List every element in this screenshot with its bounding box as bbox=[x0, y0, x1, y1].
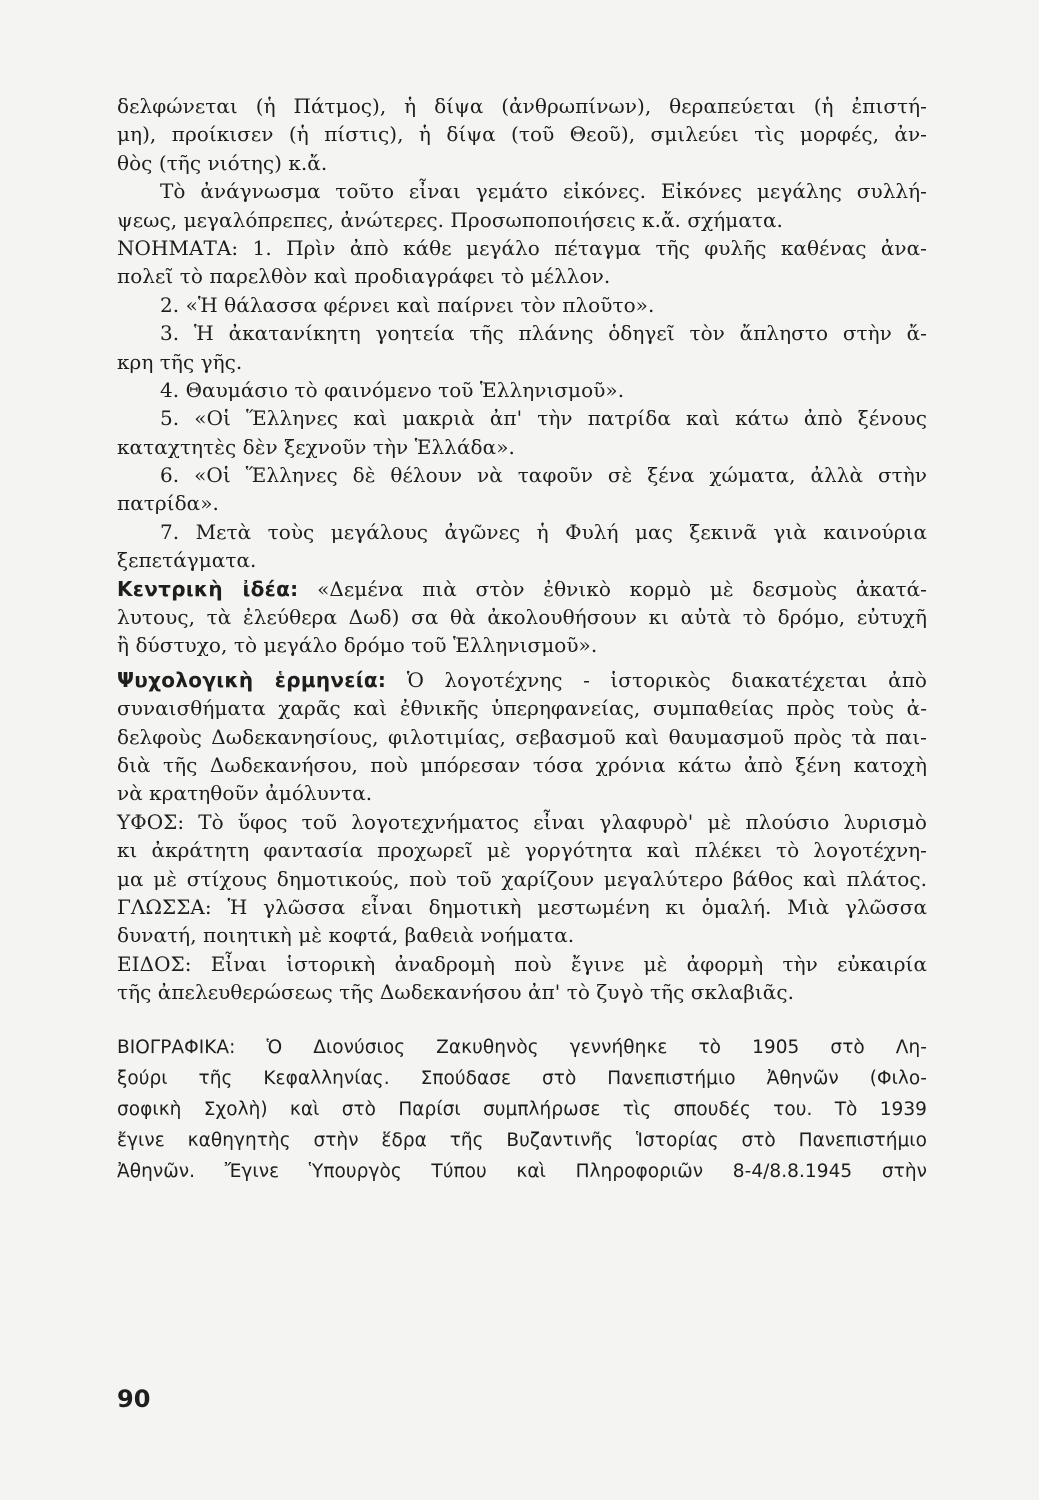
page-text bbox=[117, 92, 927, 1187]
page-number: 90 bbox=[117, 1385, 151, 1413]
text-line: μη), προίκισεν (ἡ πίστις), ἡ δίψα (τοῦ Θεοῦ), σμιλεύει τὶς μορφές, ἀν- bbox=[117, 122, 927, 147]
text-line: νὰ κρατηθοῦν ἀμόλυντα. bbox=[117, 781, 373, 806]
central-idea-label: Κεντρικὴ ἰδέα: bbox=[117, 576, 299, 601]
text-line: κρη τῆς γῆς. bbox=[117, 349, 243, 374]
text-line: 7. Μετὰ τοὺς μεγάλους ἀγῶνες ἡ Φυλή μας ξεκινᾶ γιὰ καινούρια bbox=[160, 519, 927, 544]
text-line: ξεπετάγματα. bbox=[117, 548, 257, 573]
text-line: δελφώνεται (ἡ Πάτμος), ἡ δίψα (ἀνθρωπίνων), θεραπεύεται (ἡ ἐπιστή- bbox=[117, 94, 927, 118]
text-line: διὰ τῆς Δωδεκανήσου, ποὺ μπόρεσαν τόσα χρόνια κάτω ἀπὸ ξένη κατοχὴ bbox=[117, 752, 927, 777]
text-line: δελφοὺς Δωδεκανησίους, φιλοτιμίας, σεβασμοῦ καὶ θαυμασμοῦ πρὸς τὰ παι- bbox=[117, 724, 927, 749]
text-line: Τὸ ἀνάγνωσμα τοῦτο εἶναι γεμάτο εἰκόνες. Εἰκόνες μεγάλης συλλή- bbox=[160, 179, 927, 204]
text-line: ἢ δύστυχο, τὸ μεγάλο δρόμο τοῦ Ἑλληνισμοῦ». bbox=[117, 633, 598, 658]
text-line: συναισθήματα χαρᾶς καὶ ἐθνικῆς ὑπερηφανείας, συμπαθείας πρὸς τοὺς ἀ- bbox=[117, 696, 927, 721]
text-line: 2. «Ἡ θάλασσα φέρνει καὶ παίρνει τὸν πλοῦτο». bbox=[160, 292, 655, 317]
text-line: πατρίδα». bbox=[117, 491, 219, 516]
text-line: τῆς ἀπελευθερώσεως τῆς Δωδεκανήσου ἀπ' τὸ ζυγὸ τῆς σκλαβιᾶς. bbox=[117, 980, 795, 1005]
text-line: κι ἀκράτητη φαντασία προχωρεῖ μὲ γοργότητα καὶ πλέκει τὸ λογοτέχνη- bbox=[117, 838, 927, 863]
text-line: δυνατή, ποιητικὴ μὲ κοφτά, βαθειὰ νοήματα. bbox=[117, 923, 575, 948]
text-line: λυτους, τὰ ἐλεύθερα Δωδ) σα θὰ ἀκολουθήσουν κι αὐτὰ τὸ δρόμο, εὐτυχῆ bbox=[117, 605, 927, 630]
psych-line bbox=[117, 666, 927, 694]
style-line: ΥΦΟΣ: Τὸ ὕφος τοῦ λογοτεχνήματος εἶναι γλαφυρὸ' μὲ πλούσιο λυρισμὸ bbox=[117, 809, 927, 834]
central-idea-text: «Δεμένα πιὰ στὸν ἐθνικὸ κορμὸ μὲ δεσμοὺς ἀκατά- bbox=[317, 576, 927, 601]
bio-line: ἔγινε καθηγητὴς στὴν ἕδρα τῆς Βυζαντινῆς Ἱστορίας στὸ Πανεπιστήμιο bbox=[117, 1129, 927, 1151]
text-line: ψεως, μεγαλόπρεπες, ἀνώτερες. Προσωποποιήσεις κ.ἄ. σχήματα. bbox=[117, 207, 783, 232]
genre-line: ΕΙΔΟΣ: Εἶναι ἱστορικὴ ἀναδρομὴ ποὺ ἔγινε μὲ ἀφορμὴ τὴν εὐκαιρία bbox=[117, 951, 927, 976]
psych-text: Ὁ λογοτέχνης - ἱστορικὸς διακατέχεται ἀπὸ bbox=[406, 667, 927, 692]
text-line: πολεῖ τὸ παρελθὸν καὶ προδιαγράφει τὸ μέλλον. bbox=[117, 264, 611, 289]
text-line: 4. Θαυμάσιο τὸ φαινόμενο τοῦ Ἑλληνισμοῦ». bbox=[160, 377, 625, 402]
bio-line: ξούρι τῆς Κεφαλληνίας. Σπούδασε στὸ Πανεπιστήμιο Ἀθηνῶν (Φιλο- bbox=[117, 1067, 927, 1089]
bio-line: Ἀθηνῶν. Ἔγινε Ὑπουργὸς Τύπου καὶ Πληροφοριῶν 8-4/8.8.1945 στὴν bbox=[117, 1160, 927, 1182]
text-line: 3. Ἡ ἀκατανίκητη γοητεία τῆς πλάνης ὁδηγεῖ τὸν ἄπληστο στὴν ἄ- bbox=[160, 321, 927, 346]
text-line: καταχτητὲς δὲν ξεχνοῦν τὴν Ἑλλάδα». bbox=[117, 434, 515, 459]
biography-section bbox=[117, 1032, 927, 1187]
text-line: 5. «Οἱ Ἕλληνες καὶ μακριὰ ἀπ' τὴν πατρίδα καὶ κάτω ἀπὸ ξένους bbox=[160, 406, 927, 431]
bio-line: ΒΙΟΓΡΑΦΙΚΑ: Ὁ Διονύσιος Ζακυθηνὸς γεννήθηκε τὸ 1905 στὸ Λη- bbox=[117, 1036, 927, 1058]
psych-label: Ψυχολογικὴ ἑρμηνεία: bbox=[117, 667, 387, 692]
text-line: θὸς (τῆς νιότης) κ.ἄ. bbox=[117, 150, 328, 175]
central-idea-line bbox=[117, 575, 927, 603]
text-line: μα μὲ στίχους δημοτικούς, ποὺ τοῦ χαρίζουν μεγαλύτερο βάθος καὶ πλάτος. bbox=[117, 866, 927, 891]
bio-line: σοφικὴ Σχολὴ) καὶ στὸ Παρίσι συμπλήρωσε τὶς σπουδές του. Τὸ 1939 bbox=[117, 1098, 927, 1120]
text-line: 6. «Οἱ Ἕλληνες δὲ θέλουν νὰ ταφοῦν σὲ ξένα χώματα, ἀλλὰ στὴν bbox=[160, 463, 927, 488]
text-line: ΝΟΗΜΑΤΑ: 1. Πρὶν ἀπὸ κάθε μεγάλο πέταγμα τῆς φυλῆς καθένας ἀνα- bbox=[117, 235, 927, 260]
language-line: ΓΛΩΣΣΑ: Ἡ γλῶσσα εἶναι δημοτικὴ μεστωμένη κι ὁμαλή. Μιὰ γλῶσσα bbox=[117, 894, 927, 919]
